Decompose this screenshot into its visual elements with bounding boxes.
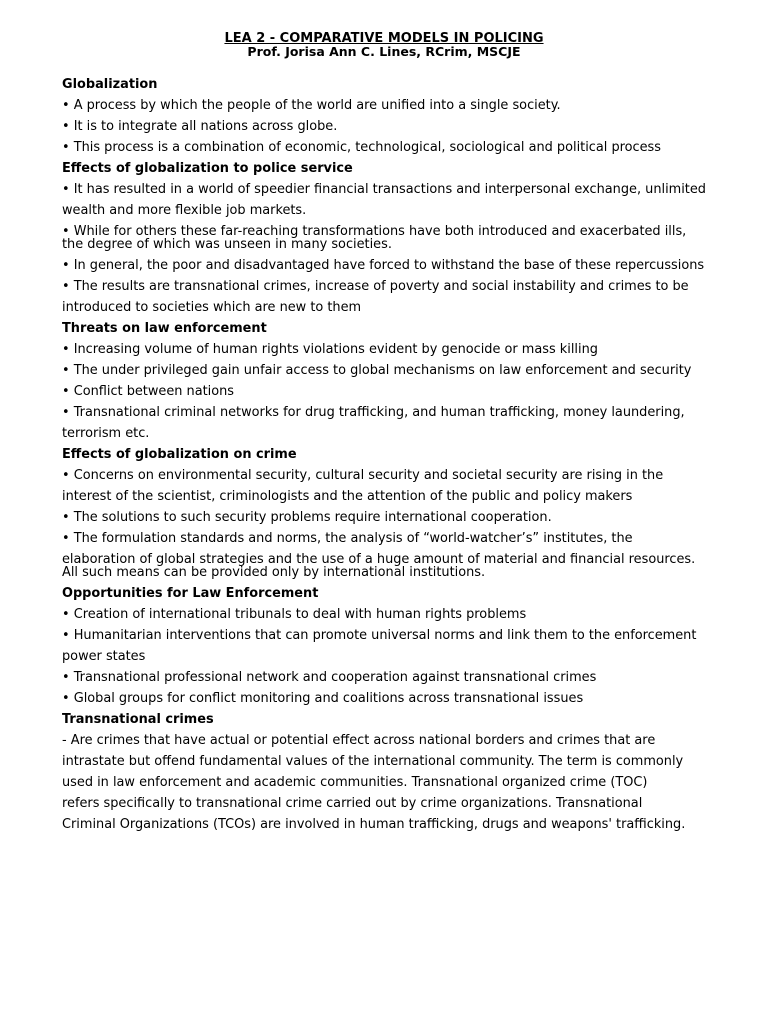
paragraph-line: • A process by which the people of the world are unified into a single society.: [62, 98, 561, 113]
paragraph-line: • While for others these far-reaching transformations have both introduced and exacerbated ills, the degree of which was unseen in many societies.: [62, 224, 687, 252]
paragraph-line: refers specifically to transnational crime carried out by crime organizations. Transnational: [62, 796, 643, 811]
paragraph-line: • Concerns on environmental security, cultural security and societal security are rising in the: [62, 468, 664, 483]
section-heading: Transnational crimes: [62, 712, 214, 727]
paragraph-line: • Transnational professional network and cooperation against transnational crimes: [62, 670, 597, 685]
section-heading: Threats on law enforcement: [62, 321, 267, 336]
section-heading: Effects of globalization on crime: [62, 447, 297, 462]
paragraph-line: • It is to integrate all nations across globe.: [62, 119, 338, 134]
section-heading: Opportunities for Law Enforcement: [62, 586, 319, 601]
paragraph-line: • In general, the poor and disadvantaged have forced to withstand the base of these repercussions: [62, 258, 705, 273]
paragraph-line: Criminal Organizations (TCOs) are involved in human trafficking, drugs and weapons' trafficking.: [62, 817, 686, 832]
paragraph-line: • This process is a combination of economic, technological, sociological and political process: [62, 140, 661, 155]
paragraph-line: intrastate but offend fundamental values of the international community. The term is commonly: [62, 754, 684, 769]
paragraph-line: • The under privileged gain unfair access to global mechanisms on law enforcement and security: [62, 363, 692, 378]
paragraph-line: • Transnational criminal networks for drug trafficking, and human trafficking, money laundering,: [62, 405, 685, 420]
paragraph-line: used in law enforcement and academic communities. Transnational organized crime (TOC): [62, 775, 648, 790]
paragraph-line: • Humanitarian interventions that can promote universal norms and link them to the enforcement: [62, 628, 697, 643]
paragraph-line: power states: [62, 649, 146, 664]
paragraph-line: • The results are transnational crimes, increase of poverty and social instability and crimes to be: [62, 279, 689, 294]
document-title: LEA 2 - COMPARATIVE MODELS IN POLICING: [224, 31, 544, 46]
paragraph-line: wealth and more flexible job markets.: [62, 203, 307, 218]
paragraph-line: interest of the scientist, criminologists and the attention of the public and policy makers: [62, 489, 633, 504]
paragraph-line: terrorism etc.: [62, 426, 150, 441]
paragraph-line: • Global groups for conflict monitoring and coalitions across transnational issues: [62, 691, 584, 706]
section-heading: Effects of globalization to police service: [62, 161, 353, 176]
paragraph-line: • The solutions to such security problems require international cooperation.: [62, 510, 552, 525]
paragraph-line: • The formulation standards and norms, the analysis of “world-watcher’s” institutes, the: [62, 531, 633, 546]
paragraph-line: • Creation of international tribunals to deal with human rights problems: [62, 607, 527, 622]
paragraph-line: • Increasing volume of human rights violations evident by genocide or mass killing: [62, 342, 598, 357]
document-body: [62, 78, 708, 839]
paragraph-line: • It has resulted in a world of speedier financial transactions and interpersonal exchange, unlimited: [62, 182, 706, 197]
document-author: Prof. Jorisa Ann C. Lines, RCrim, MSCJE: [247, 44, 521, 59]
paragraph-line: • Conflict between nations: [62, 384, 235, 399]
paragraph-line: introduced to societies which are new to them: [62, 300, 362, 315]
paragraph-line: elaboration of global strategies and the use of a huge amount of material and financial resources. All such means can be provided only by international institutions.: [62, 552, 696, 580]
paragraph-line: - Are crimes that have actual or potential effect across national borders and crimes that are: [62, 733, 656, 748]
section-heading: Globalization: [62, 77, 158, 92]
